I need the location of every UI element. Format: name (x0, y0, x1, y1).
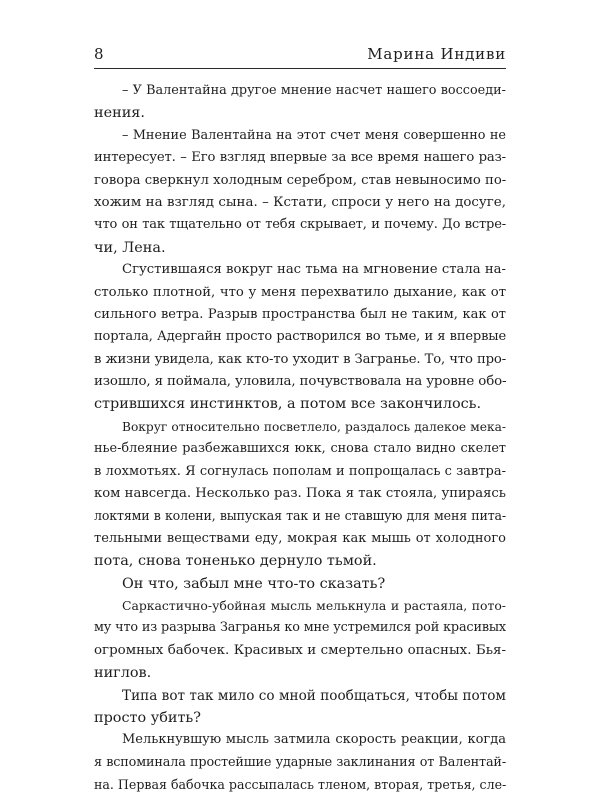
text-line: что он так тщательно от тебя скрывает, и почему. До встре- (94, 217, 506, 233)
text-line: говора сверкнул холодным серебром, став невыносимо по- (94, 172, 507, 188)
text-line: пота, снова тоненько дернуло тьмой. (94, 553, 377, 570)
text-line: Он что, забыл мне что-то сказать? (122, 575, 386, 592)
page-number: 8 (94, 45, 104, 63)
text-line: стрившихся инстинктов, а потом все закончилось. (94, 396, 482, 413)
text-line: столько плотной, что у меня перехватило дыхание, как от (94, 284, 506, 300)
text-line: Саркастично-убойная мысль мелькнула и растаяла, пото- (122, 597, 506, 613)
text-line: – Мнение Валентайна на этот счет меня совершенно не (122, 127, 506, 143)
text-line: Вокруг относительно посветлело, раздалось далекое мека- (122, 419, 506, 434)
text-line: чи, Лена. (94, 239, 166, 256)
running-header (94, 44, 506, 66)
text-line: нения. (94, 105, 145, 122)
text-line: Сгустившаяся вокруг нас тьма на мгновение стала на- (122, 262, 506, 278)
text-line: изошло, я поймала, уловила, почувствовала на уровне обо- (94, 374, 507, 390)
text-line: Типа вот так мило со мной пообщаться, чтобы потом (122, 687, 506, 704)
text-line: портала, Адергайн просто растворился во тьме, и я впервые (94, 329, 506, 345)
text-line: в жизни увидела, как кто-то уходит в Загранье. То, что про- (94, 351, 506, 367)
text-line: просто убить? (94, 709, 201, 726)
text-line: тельными веществами еду, мокрая как мышь от холодного (94, 530, 506, 546)
header-rule (94, 68, 506, 69)
text-line: на. Первая бабочка рассыпалась тленом, вторая, третья, сле- (94, 777, 507, 793)
text-line: Мелькнувшую мысль затмила скорость реакции, когда (122, 732, 506, 748)
text-line: хожим на взгляд сына. – Кстати, спроси у него на досуге, (94, 194, 506, 210)
text-line: ниглов. (94, 665, 152, 682)
text-line: сильного ветра. Разрыв пространства был не таким, как от (94, 306, 506, 322)
text-line: локтями в колени, выпуская так и не ставшую для меня пита- (94, 508, 506, 524)
text-line: му что из разрыва Загранья ко мне устремился рой красивых (94, 620, 506, 636)
running-title: Марина Индиви (367, 45, 506, 63)
text-line: интересует. – Его взгляд впервые за все время нашего раз- (94, 150, 506, 166)
text-line: нье-блеяние разбежавшихся юкк, снова стало видно скелет (94, 441, 506, 457)
body-text (94, 80, 506, 797)
text-line: ком навсегда. Несколько раз. Пока я так стояла, упираясь (94, 486, 506, 502)
text-line: в лохмотьях. Я согнулась пополам и попрощалась с завтра- (94, 463, 506, 479)
text-line: – У Валентайна другое мнение насчет нашего воссоеди- (122, 83, 506, 98)
text-line: огромных бабочек. Красивых и смертельно опасных. Бья- (94, 642, 506, 658)
text-line: я вспоминала простейшие ударные заклинания от Валентай- (94, 754, 506, 770)
